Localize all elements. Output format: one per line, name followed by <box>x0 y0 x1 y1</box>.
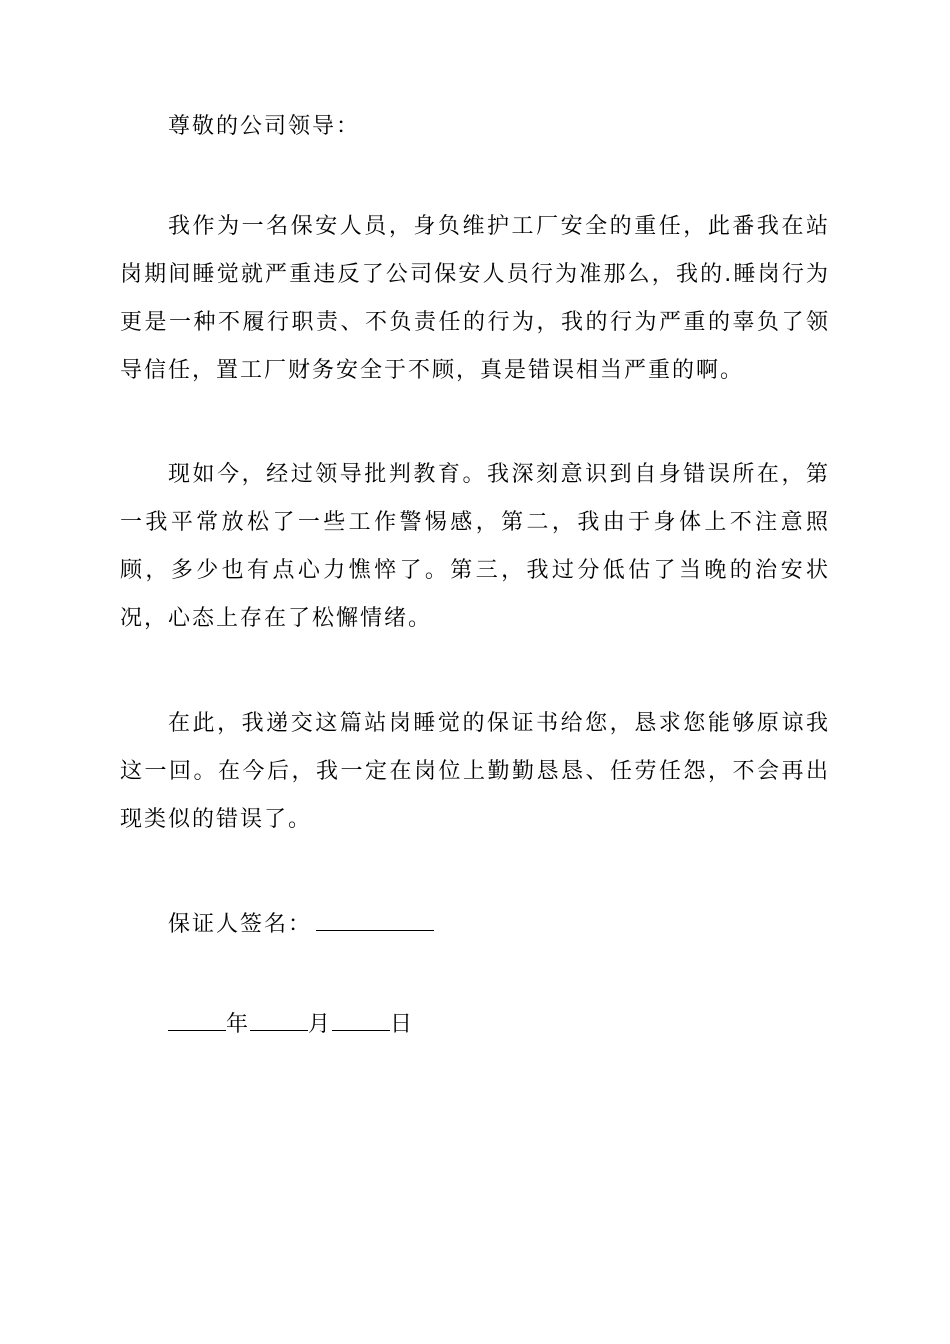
signature-label: 保证人签名： <box>168 912 313 937</box>
paragraph-1: 我作为一名保安人员，身负维护工厂安全的重任，此番我在站岗期间睡觉就严重违反了公司保安人员行为准那么，我的.睡岗行为更是一种不履行职责、不负责任的行为，我的行为严重的辜负了领导信任，置工厂财务安全于不顾，真是错误相当严重的啊。 <box>120 214 830 383</box>
month-blank <box>250 1029 308 1031</box>
paragraph-3: 在此，我递交这篇站岗睡觉的保证书给您，恳求您能够原谅我这一回。在今后，我一定在岗位上勤勤恳恳、任劳任怨，不会再出现类似的错误了。 <box>120 711 830 832</box>
month-label: 月 <box>308 1012 333 1037</box>
day-blank <box>332 1029 390 1031</box>
salutation: 尊敬的公司领导： <box>168 114 361 139</box>
year-blank <box>168 1029 226 1031</box>
year-label: 年 <box>226 1012 251 1037</box>
paragraph-2: 现如今，经过领导批判教育。我深刻意识到自身错误所在，第一我平常放松了一些工作警惕感，第二，我由于身体上不注意照顾，多少也有点心力憔悴了。第三，我过分低估了当晚的治安状况，心态上存在了松懈情绪。 <box>120 462 830 631</box>
day-label: 日 <box>390 1012 415 1037</box>
date-row <box>168 1010 414 1040</box>
signature-line <box>316 929 434 931</box>
signature-row <box>168 910 434 940</box>
